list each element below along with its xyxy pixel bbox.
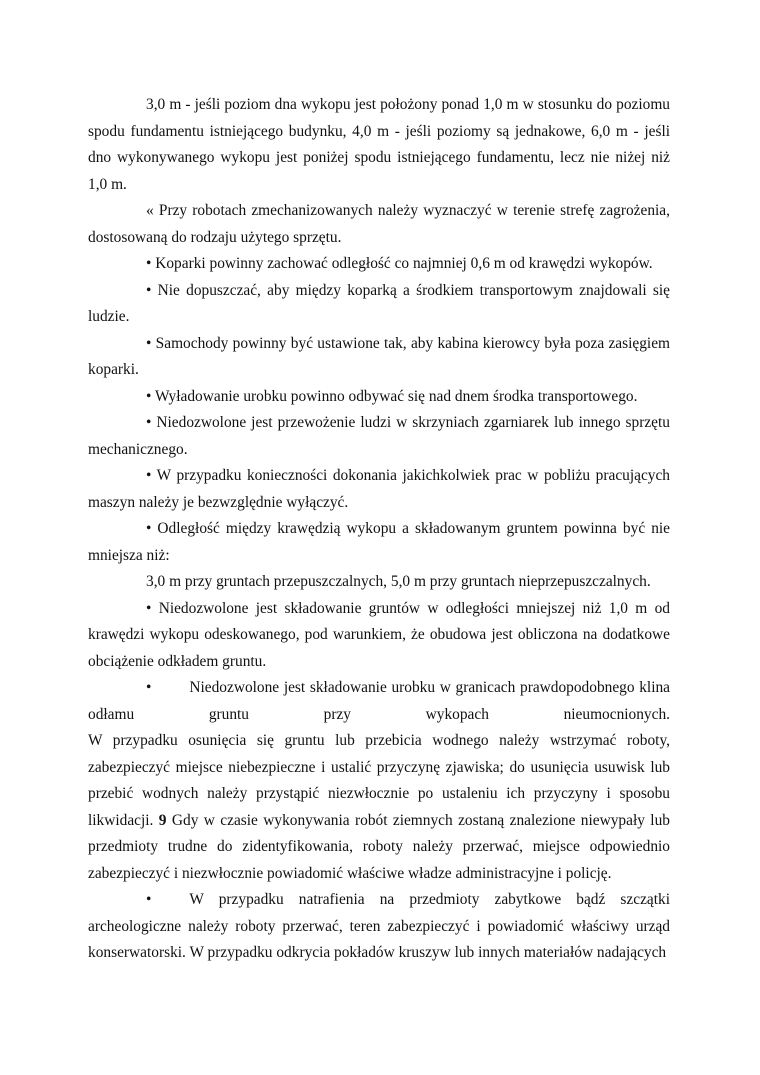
bullet-no-storage-wedge (88, 675, 670, 728)
unexploded-text: Gdy w czasie wykonywania robót ziemnych zostaną znalezione niewypały lub przedmioty trudne do zidentyfikowania, roboty należy przerwać, miejsce odpowiednio zabezpieczyć i niezwłocznie powiadomić właściwe władze administracyjne i policję. (88, 811, 670, 882)
bullet-archaeology (88, 887, 670, 967)
bullet-no-transport-people: • Niedozwolone jest przewożenie ludzi w skrzyniach zgarniarek lub innego sprzętu mechanicznego. (88, 414, 670, 458)
bullet-text: Niedozwolone jest składowanie urobku w granicach prawdopodobnego klina odłamu gruntu przy wykopach nieumocnionych. (88, 679, 670, 723)
bullet-mark: • (146, 679, 152, 696)
paragraph-danger-zone: « Przy robotach zmechanizowanych należy wyznaczyć w terenie strefę zagrożenia, dostosowaną do rodzaju użytego sprzętu. (88, 202, 670, 246)
paragraph-soil-values: 3,0 m przy gruntach przepuszczalnych, 5,0 m przy gruntach nieprzepuszczalnych. (146, 573, 651, 590)
bullet-text: W przypadku natrafienia na przedmioty zabytkowe bądź szczątki archeologiczne należy roboty przerwać, teren zabezpieczyć i powiadomić właściwy urząd konserwatorski. W przypadku odkrycia pokładów kruszyw lub innych materiałów nadających (88, 891, 670, 961)
paragraph-landslide (88, 728, 670, 887)
bullet-mark: • (146, 891, 152, 908)
document-page (88, 92, 670, 967)
paragraph-distance-rules: 3,0 m - jeśli poziom dna wykopu jest położony ponad 1,0 m w stosunku do poziomu spodu fundamentu istniejącego budynku, 4,0 m - jeśli poziomy są jednakowe, 6,0 m - jeśli dno wykonywanego wykopu jest poniżej spodu istniejącego fundamentu, lecz nie niżej niż 1,0 m. (88, 96, 670, 193)
bullet-no-storage-near-edge: • Niedozwolone jest składowanie gruntów w odległości mniejszej niż 1,0 m od krawędzi wykopu odeskowanego, pod warunkiem, że obudowa jest obliczona na dodatkowe obciążenie odkładem gruntu. (88, 599, 670, 670)
bullet-excavator-distance: • Koparki powinny zachować odległość co najmniej 0,6 m od krawędzi wykopów. (146, 255, 653, 272)
landslide-text: W przypadku osunięcia się gruntu lub przebicia wodnego należy wstrzymać roboty, zabezpieczyć miejsce niebezpieczne i ustalić przyczynę zjawiska; do usunięcia usuwisk lub przebić wodnych należy przystąpić niezwłocznie po ustaleniu ich przyczyny i sposobu likwidacji. (88, 732, 670, 829)
footnote-mark: 9 (158, 811, 167, 829)
bullet-turn-off-machines: • W przypadku konieczności dokonania jakichkolwiek prac w pobliżu pracujących maszyn należy je bezwzględnie wyłączyć. (88, 467, 670, 511)
bullet-soil-distance: • Odległość między krawędzią wykopu a składowanym gruntem powinna być nie mniejsza niż: (88, 520, 670, 564)
bullet-no-people: • Nie dopuszczać, aby między koparką a środkiem transportowym znajdowali się ludzie. (88, 281, 670, 325)
bullet-unloading: • Wyładowanie urobku powinno odbywać się nad dnem środka transportowego. (146, 387, 638, 405)
bullet-trucks: • Samochody powinny być ustawione tak, aby kabina kierowcy była poza zasięgiem koparki. (88, 334, 670, 378)
